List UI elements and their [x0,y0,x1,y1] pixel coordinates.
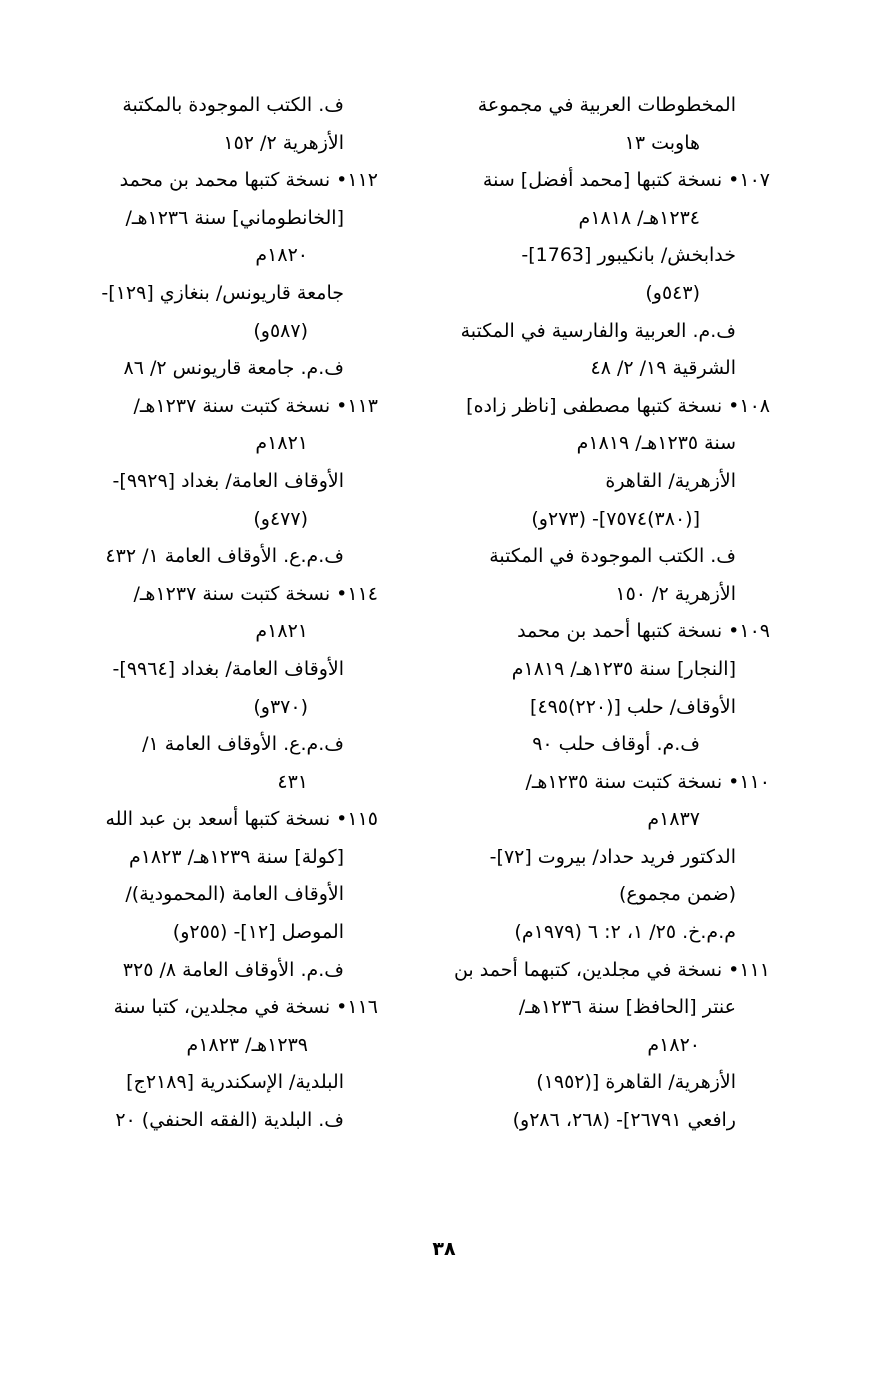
text-line: ف.م. العربية والفارسية في المكتبة [460,319,736,342]
text-line: ١٠٨• نسخة كتبها مصطفى [ناظر زاده] [466,394,770,417]
text-line: ١١٣• نسخة كتبت سنة ١٢٣٧هـ/ [133,394,378,417]
text-line: ف.م. الأوقاف العامة ٨/ ٣٢٥ [122,958,344,981]
text-line: الأزهرية/ القاهرة [605,469,736,492]
text-line: هاوبت ١٣ [624,131,700,154]
text-line: ١٢٣٤هـ/ ١٨١٨م [578,206,700,229]
text-line: جامعة قاريونس/ بنغازي [١٢٩]- [101,281,344,304]
text-line: ف. الكتب الموجودة في المكتبة [489,545,736,568]
text-line: [كولة] سنة ١٢٣٩هـ/ ١٨٢٣م [128,845,344,868]
text-line: (ضمن مجموع) [618,883,736,906]
text-line: (٥٤٣و) [645,281,700,304]
text-line: م.م.خ. ٢٥/ ١، ٢: ٦ (١٩٧٩م) [514,921,736,944]
text-line: ١١٤• نسخة كتبت سنة ١٢٣٧هـ/ [133,582,378,605]
text-line: الموصل [١٢]- (٢٥٥و) [172,921,344,944]
text-line: الأوقاف العامة (المحمودية)/ [125,883,344,906]
text-line: ف.م.ع. الأوقاف العامة ١/ [142,733,344,756]
left-column [28,87,378,1140]
text-line: ف. الكتب الموجودة بالمكتبة [122,94,344,116]
text-line: الأوقاف العامة/ بغداد [٩٩٦٤]- [112,657,344,680]
page-number: ٣٨ [432,1238,456,1260]
text-line: المخطوطات العربية في مجموعة [477,94,736,116]
text-line: ١١٦• نسخة في مجلدين، كتبا سنة [113,996,378,1019]
text-line: [الخانطوماني] سنة ١٢٣٦هـ/ [125,206,344,229]
text-line: الأوقاف/ حلب [(٢٢٠)٤٩٥] [530,695,736,718]
text-line: رافعي ٢٦٧٩١]- (٢٦٨، ٢٨٦و) [512,1109,736,1132]
text-line: (٣٧٠و) [253,695,308,718]
text-line: ١٢٣٩هـ/ ١٨٢٣م [186,1033,308,1056]
text-line: ١٨٢٠م [647,1033,700,1056]
text-line: الدكتور فريد حداد/ بيروت [٧٢]- [489,845,736,868]
text-line: ١١٠• نسخة كتبت سنة ١٢٣٥هـ/ [525,770,770,793]
text-line: ف.م. أوقاف حلب ٩٠ [532,733,700,756]
text-line: ٤٣١ [277,770,308,793]
text-line: ١٠٩• نسخة كتبها أحمد بن محمد [517,620,770,643]
right-column [420,87,770,1140]
text-line: الشرقية ١٩/ ٢/ ٤٨ [590,357,736,380]
text-line: ١١٢• نسخة كتبها محمد بن محمد [119,169,378,192]
text-line: الأزهرية ٢/ ١٥٠ [615,582,736,605]
text-line: ١٨٢١م [255,432,308,455]
text-line: ١١٥• نسخة كتبها أسعد بن عبد الله [105,808,378,831]
text-line: ف.م.ع. الأوقاف العامة ١/ ٤٣٢ [105,545,344,568]
text-line: (٥٨٧و) [253,319,308,342]
text-line: ١٨٢٠م [255,244,308,267]
text-line: الأزهرية/ القاهرة [(١٩٥٢) [536,1071,736,1094]
text-line: ١٨٢١م [255,620,308,643]
text-line: [النجار] سنة ١٢٣٥هـ/ ١٨١٩م [511,657,736,680]
text-line: البلدية/ الإسكندرية [٢١٨٩ج] [126,1071,344,1094]
text-line: ١٨٣٧م [647,808,700,831]
text-line: ف. البلدية (الفقه الحنفي) ٢٠ [115,1109,344,1132]
text-line: (٤٧٧و) [253,507,308,530]
text-line: الأوقاف العامة/ بغداد [٩٩٢٩]- [112,469,344,492]
text-line: ١١١• نسخة في مجلدين، كتبهما أحمد بن [453,958,770,981]
text-line: [(٣٨٠)٧٥٧٤]- (٢٧٣و) [531,507,700,530]
text-line: الأزهرية ٢/ ١٥٢ [223,131,344,154]
text-line: ف.م. جامعة قاريونس ٢/ ٨٦ [123,357,344,380]
text-line: سنة ١٢٣٥هـ/ ١٨١٩م [576,432,736,455]
text-line: خدابخش/ بانكيبور [1763]- [521,244,736,267]
text-line: عنتر [الحافظ] سنة ١٢٣٦هـ/ [518,996,736,1019]
text-line: ١٠٧• نسخة كتبها [محمد أفضل] سنة [482,169,770,192]
